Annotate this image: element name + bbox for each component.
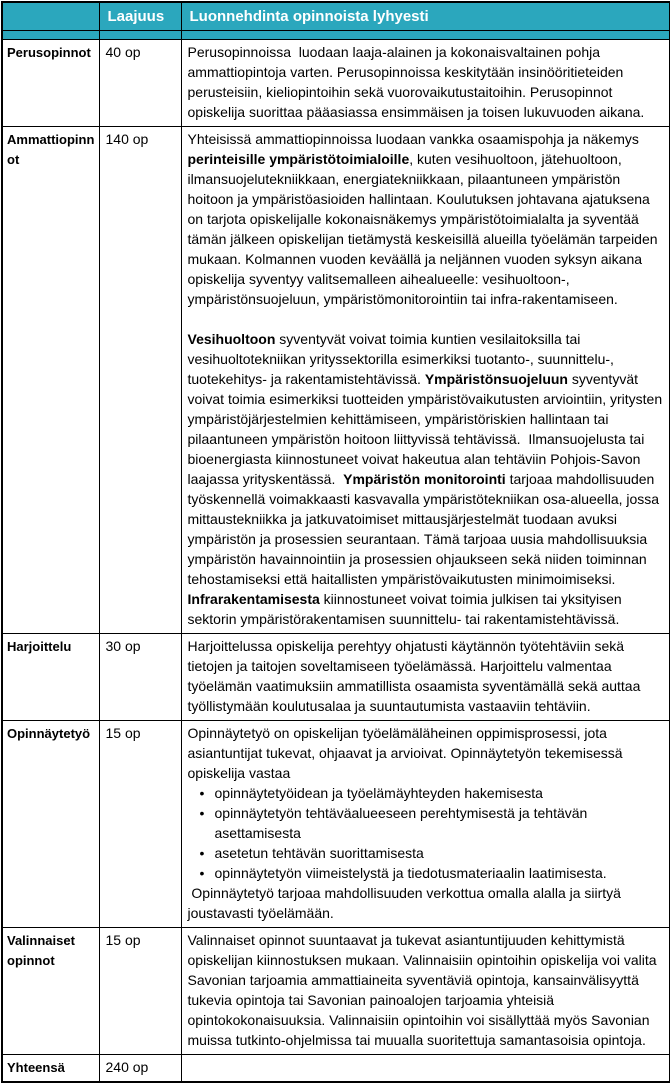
- row-label: Ammattiopinnot: [2, 127, 99, 634]
- paragraph: [188, 723, 664, 783]
- row-description: [181, 127, 670, 634]
- text: Harjoittelussa opiskelija perehtyy ohjatusti käytännön työtehtäviin sekä tietojen ja taitojen soveltamiseen työelämässä. Harjoittelu valmentaa työelämän vaatimuksiin ammatillista osaamista syventämällä sekä auttaa työllistymään koulutusalaa ja suuntautumista vastaaviin tehtäviin.: [187, 638, 645, 714]
- bullet-icon: •: [199, 785, 205, 801]
- header-cell-empty: [2, 2, 99, 31]
- table-row: [2, 721, 670, 928]
- paragraph: [188, 930, 664, 1050]
- row-description: [181, 1055, 670, 1083]
- text: Valinnaiset opinnot suuntaavat ja tukevat asiantuntijuuden kehittymistä opiskelijan kiinnostuksen mukaan. Valinnaisiin opintoihin opiskelija voi valita Savonian tarjoamia ammattiaineita syventäviä opintoja, kansainvälisyyttä tukevia opintoja tai Savonian painoalojen tarjoamia yhteisiä opintokokonaisuuksia. Valinnaisiin opintoihin voi sisällyttää myös Savonian muissa tutkinto-ohjelmissa tai muualla suoritettuja samantasoisia opintoja.: [187, 932, 661, 1048]
- bold-text: Ympäristön monitorointi: [343, 471, 506, 487]
- header-cell-laajuus: Laajuus: [99, 2, 181, 31]
- row-label: Yhteensä: [2, 1055, 99, 1083]
- header-spacer-cell: [181, 31, 670, 40]
- bullet-icon: •: [199, 805, 205, 821]
- row-description: [181, 634, 670, 721]
- row-credits: 140 op: [99, 127, 181, 634]
- text: tarjoaa mahdollisuuden työskennellä voimakkaasti kasvavalla ympäristötekniikan osa-alueella, jossa mittaustekniikka ja jatkuvatoimiset mittausjärjestelmät tuodaan avuksi ympäristön ja prosessien seurantaan. Tämä tarjoaa uusia mahdollisuuksia ympäristön havainnointiin ja prosessien ohjaukseen sekä niiden toiminnan tehostamiseksi että haitallisten ympäristövaikutusten minimoimiseksi.: [187, 471, 663, 587]
- paragraph: [188, 883, 664, 923]
- row-description: [181, 40, 670, 127]
- paragraph: [188, 636, 664, 716]
- paragraph: [188, 129, 664, 309]
- text: Yhteisissä ammattiopinnoissa luodaan vankka osaamispohja ja näkemys: [187, 131, 643, 147]
- paragraph: [187, 329, 667, 629]
- bullet-item: [188, 863, 664, 883]
- bold-text: Infrarakentamisesta: [187, 591, 320, 607]
- text: syventyvät voivat toimia esimerkiksi tuotteiden ympäristövaikutusten arviointiin, yritysten ympäristöjärjestelmien kehittämiseen, ympäristöriskien hallintaan tai pilaantuneen ympäristön hoitoon liittyvissä tehtävissä. Ilmansuojelusta tai bioenergiasta kiinnostuneet voivat hakeutua alan tehtäviin Pohjois-Savon laajassa yrityskentässä.: [187, 371, 667, 487]
- bold-text: perinteisille ympäristötoimialoille: [187, 151, 410, 167]
- table-row: [2, 40, 670, 127]
- bullet-text: opinnäytetyön viimeistelystä ja tiedotusmateriaalin laatimisesta.: [214, 865, 607, 881]
- bullet-text: opinnäytetyöidean ja työelämäyhteyden hakemisesta: [214, 785, 543, 801]
- table-row: [2, 634, 670, 721]
- header-spacer-cell: [2, 31, 99, 40]
- bullet-item: [188, 843, 664, 863]
- row-credits: 30 op: [99, 634, 181, 721]
- bold-text: Ympäristönsuojeluun: [424, 371, 568, 387]
- header-row: [2, 2, 670, 31]
- row-credits: 40 op: [99, 40, 181, 127]
- text: syventyvät voivat toimia kuntien vesilaitoksilla tai vesihuoltotekniikan yrityssektorilla esimerkiksi tuotanto-, suunnittelu-, tuotekehitys- ja rakentamistehtävissä.: [187, 331, 618, 387]
- row-description: [181, 721, 670, 928]
- header-spacer-cell: [99, 31, 181, 40]
- row-label: Perusopinnot: [2, 40, 99, 127]
- table-row: [2, 1055, 670, 1083]
- text: kiinnostuneet voivat toimia julkisen tai yksityisen sektorin ympäristörakentamisen suunnittelu- tai rakentamistehtävissä.: [187, 591, 626, 627]
- table-body: [2, 40, 670, 1083]
- bullet-item: [188, 783, 664, 803]
- row-description: [181, 928, 670, 1055]
- bullet-text: opinnäytetyön tehtäväalueeseen perehtymisestä ja tehtävän asettamisesta: [214, 805, 588, 841]
- row-label: Harjoittelu: [2, 634, 99, 721]
- table-row: [2, 928, 670, 1055]
- text: Opinnäytetyö on opiskelijan työelämäläheinen oppimisprosessi, jota asiantuntijat tukevat, ohjaavat ja arvioivat. Opinnäytetyön tekemisessä opiskelija vastaa: [187, 725, 627, 781]
- row-label: Valinnaiset opinnot: [2, 928, 99, 1055]
- bullet-icon: •: [199, 845, 205, 861]
- row-credits: 15 op: [99, 928, 181, 1055]
- paragraph: [188, 42, 664, 122]
- bullet-item: [188, 803, 664, 843]
- row-label: Opinnäytetyö: [2, 721, 99, 928]
- bullet-text: asetetun tehtävän suorittamisesta: [214, 845, 424, 861]
- row-credits: 240 op: [99, 1055, 181, 1083]
- text: , kuten vesihuoltoon, jätehuoltoon, ilmansuojelutekniikkaan, energiatekniikkaan, pilaantuneen ympäristön hoitoon ja ympäristöasioiden hallintaan. Koulutuksen johtavana ajatuksena on tarjota opiskelijalle kokonaisnäkemys ympäristötoimialalta ja syventää tämän jälkeen opiskelijan tietämystä keskeisillä alueilla työelämän tarpeiden mukaan. Kolmannen vuoden keväällä ja neljännen vuoden syksyn aikana opiskelija syventyy valitsemalleen aihealueelle: vesihuoltoon-, ympäristönsuojeluun, ympäristömonitorointiin tai infra-rakentamiseen.: [187, 151, 662, 307]
- header-spacer-row: [2, 31, 670, 40]
- paragraph-spacer: [188, 309, 664, 329]
- table-row: [2, 127, 670, 634]
- text: Perusopinnoissa luodaan laaja-alainen ja kokonaisvaltainen pohja ammattiopintoja varten. Perusopinnoissa keskitytään insinööritieteiden perusteisiin, kieliopintoihin sekä vuorovaikutustaitoihin. Perusopinnot opiskelija suorittaa pääasiassa ensimmäisen ja toisen lukuvuoden aikana.: [187, 44, 645, 120]
- text: Opinnäytetyö tarjoaa mahdollisuuden verkottua omalla alalla ja siirtyä joustavasti työelämään.: [187, 885, 625, 921]
- row-credits: 15 op: [99, 721, 181, 928]
- bold-text: Vesihuoltoon: [187, 331, 276, 347]
- header-cell-luonnehdinta: Luonnehdinta opinnoista lyhyesti: [181, 2, 670, 31]
- table-header: [2, 2, 670, 40]
- bullet-icon: •: [199, 865, 205, 881]
- study-structure-table: [1, 1, 670, 1083]
